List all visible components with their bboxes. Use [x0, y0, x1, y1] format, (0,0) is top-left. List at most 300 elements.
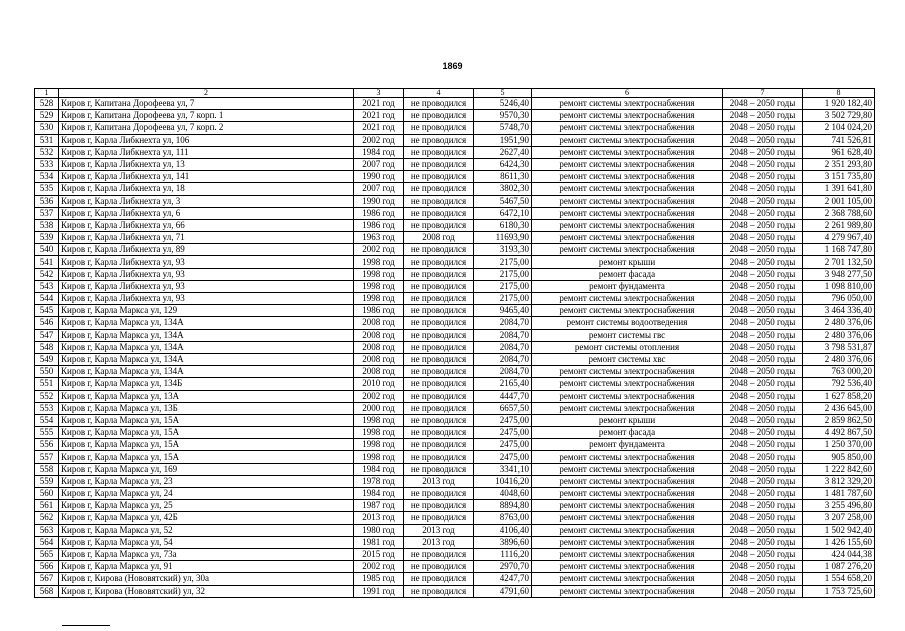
cost-cell: 2 480 376,06 — [803, 353, 875, 365]
build-year-cell: 1998 год — [354, 414, 404, 426]
column-header: 7 — [723, 89, 803, 98]
area-cell: 1951,90 — [474, 134, 532, 146]
table-row — [35, 475, 875, 487]
last-repair-cell: не проводился — [404, 402, 474, 414]
table-row — [35, 366, 875, 378]
last-repair-cell: не проводился — [404, 110, 474, 122]
work-type-cell: ремонт системы электроснабжения — [532, 158, 723, 170]
row-number-cell: 544 — [35, 293, 59, 305]
column-header: 3 — [354, 89, 404, 98]
table-row — [35, 573, 875, 585]
area-cell: 2175,00 — [474, 268, 532, 280]
address-cell: Киров г, Карла Либкнехта ул, 18 — [59, 183, 354, 195]
row-number-cell: 566 — [35, 561, 59, 573]
build-year-cell: 2000 год — [354, 402, 404, 414]
row-number-cell: 564 — [35, 536, 59, 548]
work-type-cell: ремонт системы электроснабжения — [532, 463, 723, 475]
table-row — [35, 317, 875, 329]
address-cell: Киров г, Карла Маркса ул, 134А — [59, 341, 354, 353]
area-cell: 5246,40 — [474, 98, 532, 110]
work-type-cell: ремонт системы электроснабжения — [532, 585, 723, 597]
period-cell: 2048 – 2050 годы — [723, 353, 803, 365]
table-row — [35, 122, 875, 134]
build-year-cell: 1963 год — [354, 232, 404, 244]
row-number-cell: 553 — [35, 402, 59, 414]
build-year-cell: 2015 год — [354, 548, 404, 560]
cost-cell: 3 207 258,00 — [803, 512, 875, 524]
build-year-cell: 1978 год — [354, 475, 404, 487]
build-year-cell: 1987 год — [354, 500, 404, 512]
last-repair-cell: не проводился — [404, 353, 474, 365]
cost-cell: 3 798 531,87 — [803, 341, 875, 353]
last-repair-cell: не проводился — [404, 390, 474, 402]
table-body — [35, 98, 875, 598]
build-year-cell: 2008 год — [354, 366, 404, 378]
area-cell: 8894,80 — [474, 500, 532, 512]
period-cell: 2048 – 2050 годы — [723, 329, 803, 341]
address-cell: Киров г, Карла Либкнехта ул, 6 — [59, 207, 354, 219]
cost-cell: 2 351 293,80 — [803, 158, 875, 170]
area-cell: 2175,00 — [474, 256, 532, 268]
row-number-cell: 561 — [35, 500, 59, 512]
cost-cell: 741 526,81 — [803, 134, 875, 146]
address-cell: Киров г, Карла Маркса ул, 134Б — [59, 378, 354, 390]
footnote-divider — [62, 625, 110, 626]
period-cell: 2048 – 2050 годы — [723, 390, 803, 402]
table-row — [35, 146, 875, 158]
last-repair-cell: не проводился — [404, 122, 474, 134]
address-cell: Киров г, Карла Маркса ул, 134А — [59, 366, 354, 378]
row-number-cell: 552 — [35, 390, 59, 402]
build-year-cell: 1980 год — [354, 524, 404, 536]
address-cell: Киров г, Карла Маркса ул, 15А — [59, 451, 354, 463]
address-cell: Киров г, Карла Либкнехта ул, 141 — [59, 171, 354, 183]
build-year-cell: 1990 год — [354, 195, 404, 207]
row-number-cell: 565 — [35, 548, 59, 560]
area-cell: 2084,70 — [474, 341, 532, 353]
work-type-cell: ремонт системы электроснабжения — [532, 98, 723, 110]
work-type-cell: ремонт системы электроснабжения — [532, 524, 723, 536]
period-cell: 2048 – 2050 годы — [723, 402, 803, 414]
table-row — [35, 585, 875, 597]
build-year-cell: 1998 год — [354, 256, 404, 268]
table-row — [35, 244, 875, 256]
row-number-cell: 550 — [35, 366, 59, 378]
row-number-cell: 562 — [35, 512, 59, 524]
area-cell: 4247,70 — [474, 573, 532, 585]
build-year-cell: 2021 год — [354, 110, 404, 122]
period-cell: 2048 – 2050 годы — [723, 475, 803, 487]
period-cell: 2048 – 2050 годы — [723, 195, 803, 207]
work-type-cell: ремонт системы электроснабжения — [532, 183, 723, 195]
period-cell: 2048 – 2050 годы — [723, 268, 803, 280]
cost-cell: 1 222 842,60 — [803, 463, 875, 475]
row-number-cell: 528 — [35, 98, 59, 110]
address-cell: Киров г, Карла Маркса ул, 134А — [59, 317, 354, 329]
address-cell: Киров г, Карла Маркса ул, 25 — [59, 500, 354, 512]
period-cell: 2048 – 2050 годы — [723, 451, 803, 463]
row-number-cell: 559 — [35, 475, 59, 487]
area-cell: 10416,20 — [474, 475, 532, 487]
last-repair-cell: не проводился — [404, 219, 474, 231]
build-year-cell: 2002 год — [354, 561, 404, 573]
row-number-cell: 549 — [35, 353, 59, 365]
area-cell: 8763,00 — [474, 512, 532, 524]
last-repair-cell: не проводился — [404, 548, 474, 560]
cost-cell: 1 087 276,20 — [803, 561, 875, 573]
last-repair-cell: 2008 год — [404, 232, 474, 244]
area-cell: 2475,00 — [474, 439, 532, 451]
area-cell: 4106,40 — [474, 524, 532, 536]
address-cell: Киров г, Кирова (Нововятский) ул, 30а — [59, 573, 354, 585]
last-repair-cell: не проводился — [404, 427, 474, 439]
area-cell: 2475,00 — [474, 427, 532, 439]
table-row — [35, 488, 875, 500]
cost-cell: 3 151 735,80 — [803, 171, 875, 183]
build-year-cell: 2002 год — [354, 134, 404, 146]
period-cell: 2048 – 2050 годы — [723, 341, 803, 353]
last-repair-cell: не проводился — [404, 329, 474, 341]
build-year-cell: 1998 год — [354, 427, 404, 439]
last-repair-cell: не проводился — [404, 317, 474, 329]
period-cell: 2048 – 2050 годы — [723, 378, 803, 390]
cost-cell: 1 426 155,60 — [803, 536, 875, 548]
row-number-cell: 558 — [35, 463, 59, 475]
last-repair-cell: не проводился — [404, 451, 474, 463]
last-repair-cell: не проводился — [404, 207, 474, 219]
cost-cell: 1 502 942,40 — [803, 524, 875, 536]
last-repair-cell: не проводился — [404, 171, 474, 183]
address-cell: Киров г, Карла Маркса ул, 73а — [59, 548, 354, 560]
work-type-cell: ремонт системы электроснабжения — [532, 390, 723, 402]
work-type-cell: ремонт системы электроснабжения — [532, 146, 723, 158]
build-year-cell: 1984 год — [354, 146, 404, 158]
area-cell: 2627,40 — [474, 146, 532, 158]
row-number-cell: 560 — [35, 488, 59, 500]
row-number-cell: 541 — [35, 256, 59, 268]
table-row — [35, 451, 875, 463]
build-year-cell: 1998 год — [354, 268, 404, 280]
table-row — [35, 524, 875, 536]
row-number-cell: 555 — [35, 427, 59, 439]
cost-cell: 1 391 641,80 — [803, 183, 875, 195]
build-year-cell: 1981 год — [354, 536, 404, 548]
table-row — [35, 183, 875, 195]
row-number-cell: 543 — [35, 280, 59, 292]
period-cell: 2048 – 2050 годы — [723, 439, 803, 451]
work-type-cell: ремонт системы электроснабжения — [532, 402, 723, 414]
build-year-cell: 1985 год — [354, 573, 404, 585]
period-cell: 2048 – 2050 годы — [723, 256, 803, 268]
build-year-cell: 2008 год — [354, 329, 404, 341]
column-header: 2 — [59, 89, 354, 98]
row-number-cell: 540 — [35, 244, 59, 256]
work-type-cell: ремонт системы электроснабжения — [532, 475, 723, 487]
area-cell: 9465,40 — [474, 305, 532, 317]
build-year-cell: 2002 год — [354, 244, 404, 256]
last-repair-cell: не проводился — [404, 366, 474, 378]
build-year-cell: 1991 год — [354, 585, 404, 597]
build-year-cell: 2021 год — [354, 98, 404, 110]
work-type-cell: ремонт системы электроснабжения — [532, 451, 723, 463]
address-cell: Киров г, Карла Маркса ул, 54 — [59, 536, 354, 548]
area-cell: 3341,10 — [474, 463, 532, 475]
cost-cell: 796 050,00 — [803, 293, 875, 305]
address-cell: Киров г, Карла Либкнехта ул, 93 — [59, 268, 354, 280]
last-repair-cell: не проводился — [404, 195, 474, 207]
cost-cell: 3 502 729,80 — [803, 110, 875, 122]
work-type-cell: ремонт системы электроснабжения — [532, 366, 723, 378]
area-cell: 1116,20 — [474, 548, 532, 560]
build-year-cell: 2021 год — [354, 122, 404, 134]
row-number-cell: 537 — [35, 207, 59, 219]
period-cell: 2048 – 2050 годы — [723, 122, 803, 134]
row-number-cell: 546 — [35, 317, 59, 329]
row-number-cell: 534 — [35, 171, 59, 183]
area-cell: 2084,70 — [474, 329, 532, 341]
cost-cell: 2 368 788,60 — [803, 207, 875, 219]
period-cell: 2048 – 2050 годы — [723, 524, 803, 536]
last-repair-cell: не проводился — [404, 183, 474, 195]
area-cell: 2084,70 — [474, 353, 532, 365]
row-number-cell: 542 — [35, 268, 59, 280]
cost-cell: 3 255 496,80 — [803, 500, 875, 512]
address-cell: Киров г, Карла Либкнехта ул, 3 — [59, 195, 354, 207]
address-cell: Киров г, Карла Либкнехта ул, 93 — [59, 280, 354, 292]
cost-cell: 1 098 810,00 — [803, 280, 875, 292]
table-row — [35, 500, 875, 512]
area-cell: 5467,50 — [474, 195, 532, 207]
row-number-cell: 548 — [35, 341, 59, 353]
table-row — [35, 268, 875, 280]
period-cell: 2048 – 2050 годы — [723, 134, 803, 146]
last-repair-cell: не проводился — [404, 561, 474, 573]
cost-cell: 2 701 132,50 — [803, 256, 875, 268]
address-cell: Киров г, Капитана Дорофеева ул, 7 корп. 1 — [59, 110, 354, 122]
row-number-cell: 530 — [35, 122, 59, 134]
work-type-cell: ремонт системы электроснабжения — [532, 573, 723, 585]
cost-cell: 1 168 747,80 — [803, 244, 875, 256]
row-number-cell: 545 — [35, 305, 59, 317]
period-cell: 2048 – 2050 годы — [723, 512, 803, 524]
cost-cell: 961 628,40 — [803, 146, 875, 158]
table-row — [35, 402, 875, 414]
build-year-cell: 1986 год — [354, 305, 404, 317]
last-repair-cell: не проводился — [404, 98, 474, 110]
area-cell: 6424,30 — [474, 158, 532, 170]
cost-cell: 2 436 645,00 — [803, 402, 875, 414]
address-cell: Киров г, Карла Маркса ул, 134А — [59, 329, 354, 341]
cost-cell: 3 948 277,50 — [803, 268, 875, 280]
period-cell: 2048 – 2050 годы — [723, 500, 803, 512]
table-row — [35, 512, 875, 524]
work-type-cell: ремонт системы электроснабжения — [532, 548, 723, 560]
last-repair-cell: не проводился — [404, 280, 474, 292]
last-repair-cell: не проводился — [404, 573, 474, 585]
work-type-cell: ремонт крыши — [532, 256, 723, 268]
work-type-cell: ремонт системы электроснабжения — [532, 110, 723, 122]
area-cell: 9570,30 — [474, 110, 532, 122]
period-cell: 2048 – 2050 годы — [723, 207, 803, 219]
last-repair-cell: не проводился — [404, 244, 474, 256]
area-cell: 4791,60 — [474, 585, 532, 597]
work-type-cell: ремонт системы электроснабжения — [532, 512, 723, 524]
work-type-cell: ремонт системы электроснабжения — [532, 488, 723, 500]
cost-cell: 792 536,40 — [803, 378, 875, 390]
table-row — [35, 378, 875, 390]
cost-cell: 4 492 867,50 — [803, 427, 875, 439]
work-type-cell: ремонт системы электроснабжения — [532, 195, 723, 207]
page-number: 1869 — [442, 61, 463, 71]
last-repair-cell: не проводился — [404, 439, 474, 451]
table-row — [35, 232, 875, 244]
cost-cell: 2 480 376,06 — [803, 317, 875, 329]
cost-cell: 1 554 658,20 — [803, 573, 875, 585]
area-cell: 2175,00 — [474, 293, 532, 305]
period-cell: 2048 – 2050 годы — [723, 305, 803, 317]
build-year-cell: 1984 год — [354, 463, 404, 475]
work-type-cell: ремонт системы гвс — [532, 329, 723, 341]
last-repair-cell: не проводился — [404, 500, 474, 512]
last-repair-cell: 2013 год — [404, 475, 474, 487]
work-type-cell: ремонт системы электроснабжения — [532, 500, 723, 512]
address-cell: Киров г, Карла Маркса ул, 15А — [59, 439, 354, 451]
address-cell: Киров г, Карла Маркса ул, 23 — [59, 475, 354, 487]
address-cell: Киров г, Карла Маркса ул, 169 — [59, 463, 354, 475]
build-year-cell: 2010 год — [354, 378, 404, 390]
cost-cell: 763 000,20 — [803, 366, 875, 378]
column-header: 5 — [474, 89, 532, 98]
last-repair-cell: не проводился — [404, 341, 474, 353]
period-cell: 2048 – 2050 годы — [723, 232, 803, 244]
period-cell: 2048 – 2050 годы — [723, 317, 803, 329]
row-number-cell: 563 — [35, 524, 59, 536]
table-row — [35, 353, 875, 365]
build-year-cell: 2002 год — [354, 390, 404, 402]
cost-cell: 3 464 336,40 — [803, 305, 875, 317]
period-cell: 2048 – 2050 годы — [723, 463, 803, 475]
address-cell: Киров г, Карла Маркса ул, 129 — [59, 305, 354, 317]
last-repair-cell: не проводился — [404, 256, 474, 268]
period-cell: 2048 – 2050 годы — [723, 585, 803, 597]
table-row — [35, 207, 875, 219]
work-type-cell: ремонт крыши — [532, 414, 723, 426]
period-cell: 2048 – 2050 годы — [723, 427, 803, 439]
area-cell: 6472,10 — [474, 207, 532, 219]
address-cell: Киров г, Карла Либкнехта ул, 71 — [59, 232, 354, 244]
table-row — [35, 98, 875, 110]
row-number-cell: 535 — [35, 183, 59, 195]
area-cell: 5748,70 — [474, 122, 532, 134]
column-header: 8 — [803, 89, 875, 98]
work-type-cell: ремонт системы электроснабжения — [532, 122, 723, 134]
cost-cell: 1 627 858,20 — [803, 390, 875, 402]
period-cell: 2048 – 2050 годы — [723, 98, 803, 110]
last-repair-cell: 2013 год — [404, 536, 474, 548]
table-row — [35, 463, 875, 475]
period-cell: 2048 – 2050 годы — [723, 548, 803, 560]
area-cell: 2175,00 — [474, 280, 532, 292]
cost-cell: 1 753 725,60 — [803, 585, 875, 597]
area-cell: 3802,30 — [474, 183, 532, 195]
area-cell: 2084,70 — [474, 317, 532, 329]
build-year-cell: 1984 год — [354, 488, 404, 500]
work-type-cell: ремонт фундамента — [532, 280, 723, 292]
row-number-cell: 531 — [35, 134, 59, 146]
housing-repair-table — [34, 88, 875, 598]
cost-cell: 2 001 105,00 — [803, 195, 875, 207]
column-header: 1 — [35, 89, 59, 98]
table-row — [35, 439, 875, 451]
last-repair-cell: не проводился — [404, 585, 474, 597]
area-cell: 3193,30 — [474, 244, 532, 256]
build-year-cell: 1998 год — [354, 280, 404, 292]
address-cell: Киров г, Карла Маркса ул, 13Б — [59, 402, 354, 414]
build-year-cell: 2007 год — [354, 158, 404, 170]
address-cell: Киров г, Карла Либкнехта ул, 13 — [59, 158, 354, 170]
last-repair-cell: 2013 год — [404, 524, 474, 536]
cost-cell: 2 859 862,50 — [803, 414, 875, 426]
row-number-cell: 554 — [35, 414, 59, 426]
address-cell: Киров г, Карла Либкнехта ул, 93 — [59, 256, 354, 268]
column-header: 4 — [404, 89, 474, 98]
work-type-cell: ремонт системы электроснабжения — [532, 378, 723, 390]
address-cell: Киров г, Карла Либкнехта ул, 93 — [59, 293, 354, 305]
area-cell: 6180,30 — [474, 219, 532, 231]
cost-cell: 2 261 989,80 — [803, 219, 875, 231]
period-cell: 2048 – 2050 годы — [723, 536, 803, 548]
cost-cell: 1 481 787,60 — [803, 488, 875, 500]
work-type-cell: ремонт системы хвс — [532, 353, 723, 365]
address-cell: Киров г, Карла Маркса ул, 42Б — [59, 512, 354, 524]
row-number-cell: 532 — [35, 146, 59, 158]
row-number-cell: 539 — [35, 232, 59, 244]
last-repair-cell: не проводился — [404, 268, 474, 280]
last-repair-cell: не проводился — [404, 293, 474, 305]
row-number-cell: 567 — [35, 573, 59, 585]
area-cell: 6657,50 — [474, 402, 532, 414]
table-row — [35, 171, 875, 183]
table-row — [35, 280, 875, 292]
table-row — [35, 561, 875, 573]
last-repair-cell: не проводился — [404, 305, 474, 317]
period-cell: 2048 – 2050 годы — [723, 488, 803, 500]
table-row — [35, 305, 875, 317]
row-number-cell: 533 — [35, 158, 59, 170]
row-number-cell: 568 — [35, 585, 59, 597]
row-number-cell: 556 — [35, 439, 59, 451]
last-repair-cell: не проводился — [404, 146, 474, 158]
row-number-cell: 536 — [35, 195, 59, 207]
table-row — [35, 427, 875, 439]
work-type-cell: ремонт системы электроснабжения — [532, 561, 723, 573]
period-cell: 2048 – 2050 годы — [723, 146, 803, 158]
build-year-cell: 1998 год — [354, 439, 404, 451]
cost-cell: 2 480 376,06 — [803, 329, 875, 341]
build-year-cell: 2008 год — [354, 353, 404, 365]
column-header: 6 — [532, 89, 723, 98]
area-cell: 2084,70 — [474, 366, 532, 378]
address-cell: Киров г, Карла Либкнехта ул, 89 — [59, 244, 354, 256]
build-year-cell: 2007 год — [354, 183, 404, 195]
last-repair-cell: не проводился — [404, 488, 474, 500]
area-cell: 2165,40 — [474, 378, 532, 390]
build-year-cell: 1998 год — [354, 293, 404, 305]
period-cell: 2048 – 2050 годы — [723, 158, 803, 170]
work-type-cell: ремонт системы электроснабжения — [532, 134, 723, 146]
period-cell: 2048 – 2050 годы — [723, 244, 803, 256]
row-number-cell: 538 — [35, 219, 59, 231]
